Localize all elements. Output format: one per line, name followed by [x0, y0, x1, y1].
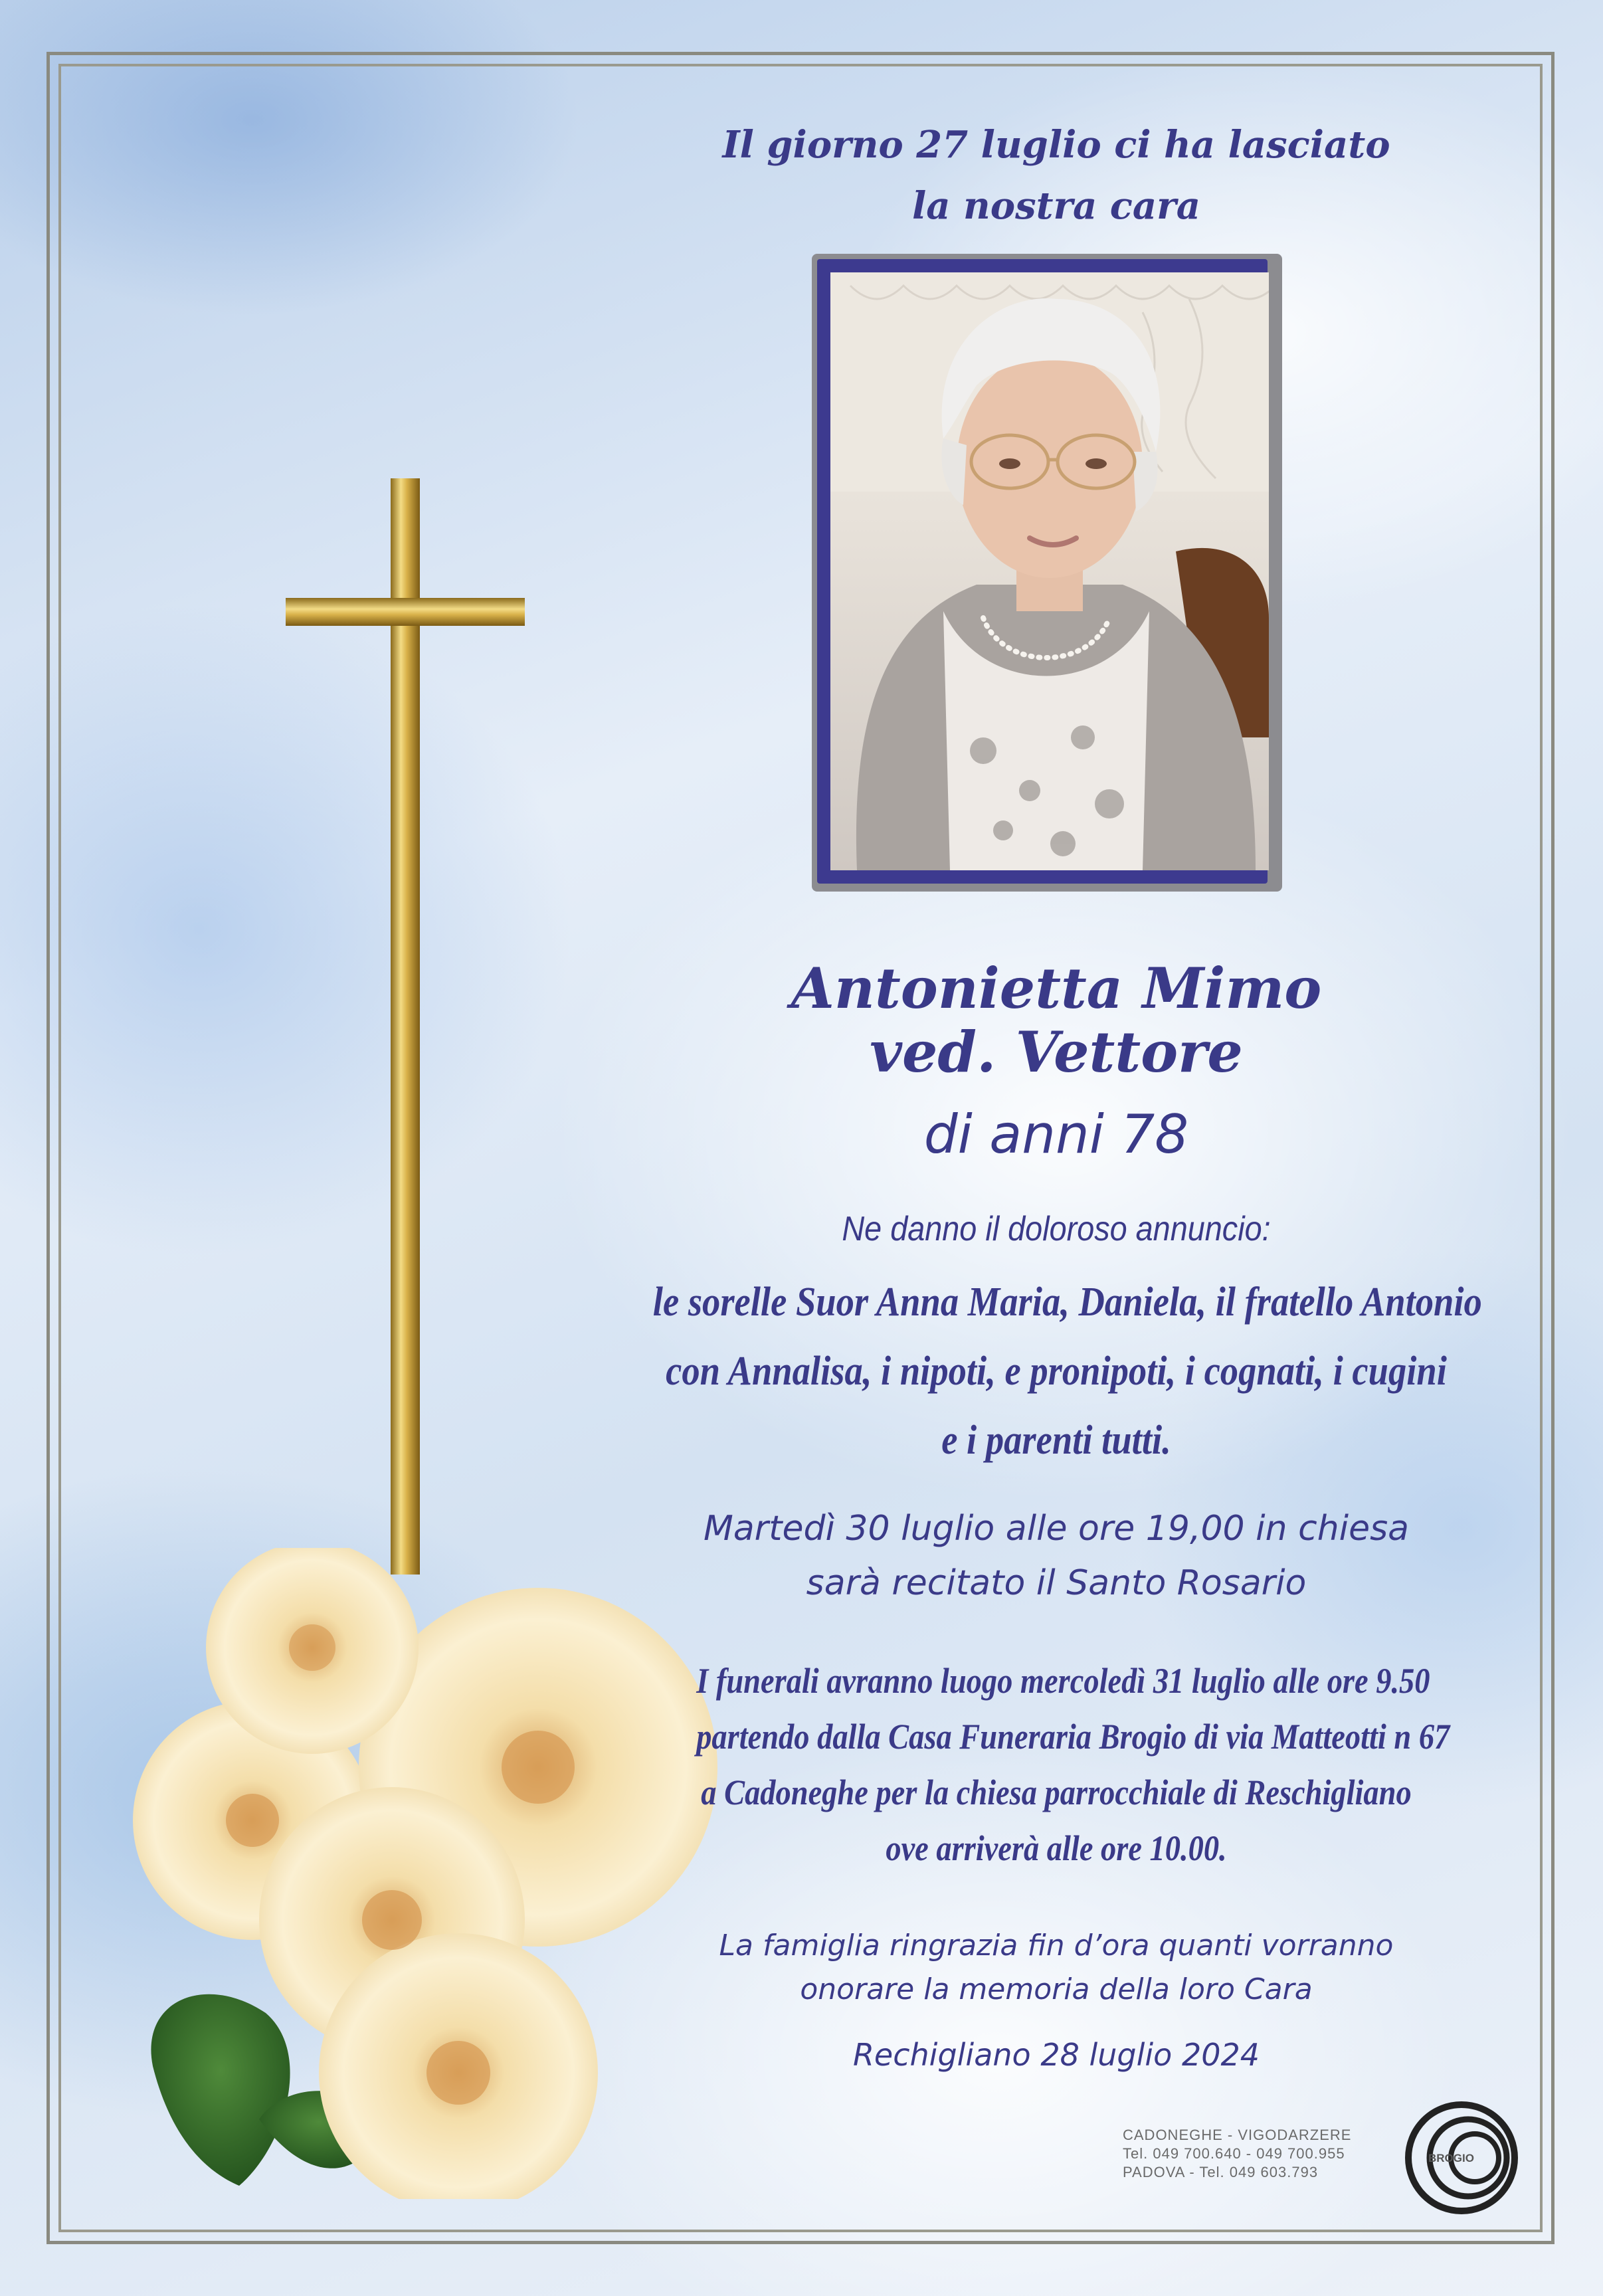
rosary-line-1: Martedì 30 luglio alle ore 19,00 in chiesa	[703, 1509, 1410, 1549]
thanks-line-2: onorare la memoria della loro Cara	[800, 1972, 1313, 2006]
intro-line-1: Il giorno 27 luglio ci ha lasciato	[722, 123, 1390, 167]
funeral-line-2: partendo dalla Casa Funeraria Brogio di via Matteotti n 67	[696, 1717, 1450, 1757]
thanks-note	[638, 1924, 1475, 2012]
roses-bouquet-image	[113, 1548, 731, 2199]
intro-line-2: la nostra cara	[912, 184, 1200, 228]
funeral-line-4: ove arriverà alle ore 10.00.	[886, 1828, 1227, 1868]
funeral-line-3: a Cadoneghe per la chiesa parrocchiale di Reschigliano	[701, 1772, 1412, 1812]
place-date: Rechigliano 28 luglio 2024	[852, 2037, 1260, 2073]
brogio-logo	[1402, 2098, 1521, 2218]
age-line: di anni 78	[923, 1103, 1189, 1165]
announcement-intro: Ne danno il doloroso annuncio:	[842, 1210, 1271, 1248]
funeral-notice	[696, 1653, 1450, 1876]
rosary-line-2: sarà recitato il Santo Rosario	[806, 1563, 1307, 1603]
family-line-2: con Annalisa, i nipoti, e pronipoti, i cognati, i cugini	[666, 1349, 1447, 1394]
footer-line-1: CADONEGHE - VIGODARZERE	[1123, 2127, 1352, 2143]
footer-line-2: Tel. 049 700.640 - 049 700.955	[1123, 2145, 1345, 2162]
thanks-line-1: La famiglia ringrazia fin d’ora quanti vorranno	[719, 1929, 1394, 1962]
deceased-name: Antonietta Mimo	[791, 955, 1322, 1021]
family-line-1: le sorelle Suor Anna Maria, Daniela, il fratello Antonio	[652, 1280, 1482, 1325]
cross-icon	[279, 478, 531, 1575]
portrait-photo	[830, 272, 1269, 870]
family-line-3: e i parenti tutti.	[941, 1418, 1171, 1463]
portrait-image	[830, 272, 1269, 870]
deceased-name-block	[678, 957, 1435, 1084]
married-name: ved. Vettore	[870, 1019, 1243, 1085]
logo-text: BROGIO	[1428, 2152, 1474, 2164]
family-list	[652, 1268, 1482, 1475]
funeral-home-contact	[1123, 2126, 1402, 2182]
footer-line-3: PADOVA - Tel. 049 603.793	[1123, 2164, 1319, 2180]
funeral-line-1: I funerali avranno luogo mercoledì 31 luglio alle ore 9.50	[696, 1661, 1430, 1701]
rosary-notice	[638, 1501, 1475, 1610]
intro-text	[678, 114, 1435, 237]
